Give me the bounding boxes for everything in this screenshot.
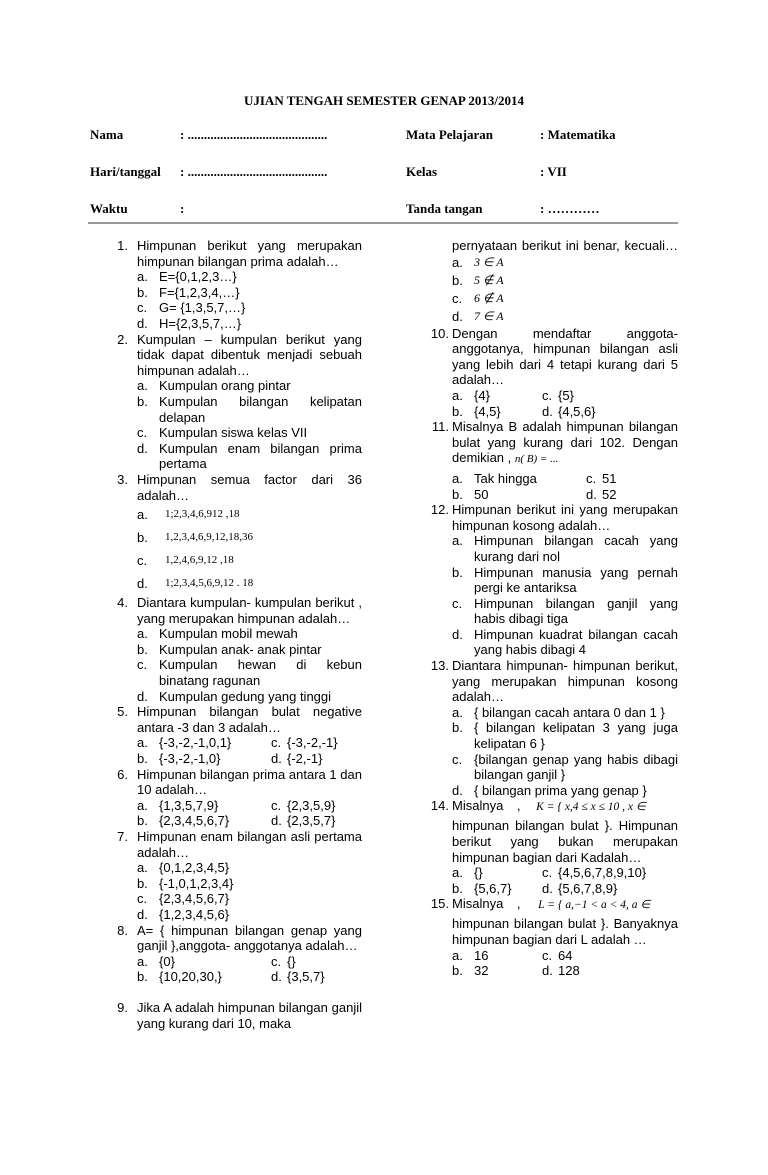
- question-number: 13.: [430, 658, 449, 674]
- mapel-label: Mata Pelajaran: [406, 127, 494, 142]
- question-number: 9.: [117, 999, 128, 1015]
- question-text-continued: himpunan bilangan bulat }. Banyaknya himpunan bagian dari L adalah …: [452, 916, 678, 947]
- option-d[interactable]: d. {2,3,5,7}: [271, 813, 336, 829]
- option-d[interactable]: d. 52: [586, 486, 617, 502]
- option-a[interactable]: a. 16: [452, 947, 489, 963]
- question-2: [108, 332, 362, 472]
- option-c[interactable]: c. Kumpulan siswa kelas VII: [137, 425, 308, 441]
- option-a[interactable]: a. { bilangan cacah antara 0 dan 1 }: [452, 704, 665, 720]
- option-c[interactable]: c. {}: [271, 953, 296, 969]
- question-number: 2.: [117, 331, 128, 347]
- left-column: [108, 238, 362, 1031]
- option-c[interactable]: c. {2,3,4,5,6,7}: [137, 891, 230, 907]
- option-a[interactable]: a. 1;2,3,4,6,912 ,18: [137, 506, 240, 522]
- option-a[interactable]: a. Kumpulan mobil mewah: [137, 626, 298, 642]
- question-number: 5.: [117, 704, 128, 720]
- option-a[interactable]: a. {1,3,5,7,9}: [137, 797, 219, 813]
- question-text: Himpunan berikut yang merupakan himpunan bilangan prima adalah…: [137, 238, 362, 269]
- option-d[interactable]: d. {-2,-1}: [271, 751, 323, 767]
- option-c[interactable]: c. 51: [586, 470, 617, 486]
- option-d[interactable]: d. {1,2,3,4,5,6}: [137, 906, 230, 922]
- kelas-label: Kelas: [406, 164, 438, 179]
- question-text: Himpunan enam bilangan asli pertama adalah…: [137, 829, 362, 860]
- question-12: [423, 502, 678, 658]
- option-d[interactable]: d. 7 ∈ A: [452, 308, 504, 324]
- option-d[interactable]: d. {5,6,7,8,9}: [542, 880, 618, 896]
- question-text: Himpunan bilangan bulat negative antara -3 dan 3 adalah…: [137, 704, 362, 735]
- option-d[interactable]: d. {3,5,7}: [271, 969, 325, 985]
- option-b[interactable]: b. {-3,-2,-1,0}: [137, 751, 221, 767]
- waktu-label: Waktu: [90, 201, 128, 216]
- option-b[interactable]: b. {-1,0,1,2,3,4}: [137, 875, 234, 891]
- question-9: [108, 1000, 362, 1031]
- option-b[interactable]: b. Kumpulan bilangan kelipatan delapan: [137, 393, 362, 425]
- question-text: Jika A adalah himpunan bilangan ganjil yang kurang dari 10, maka: [137, 999, 362, 1031]
- question-text: Himpunan bilangan prima antara 1 dan 10 adalah…: [137, 766, 362, 798]
- option-b[interactable]: b. {10,20,30,}: [137, 969, 222, 985]
- option-c[interactable]: c. {2,3,5,9}: [271, 797, 336, 813]
- question-text: Misalnya B adalah himpunan bilangan bulat yang kurang dari 102. Dengan demikian ,: [452, 419, 678, 466]
- option-b[interactable]: b. 32: [452, 963, 489, 979]
- question-number: 10.: [430, 325, 449, 341]
- question-number: 14.: [430, 798, 449, 814]
- expression: n( B) = ...: [514, 453, 559, 466]
- option-b[interactable]: b. Himpunan manusia yang pernah pergi ke antariksa: [452, 564, 678, 596]
- nama-label: Nama: [90, 127, 124, 142]
- option-c[interactable]: c. G= {1,3,5,7,…}: [137, 300, 246, 316]
- question-text: Himpunan berikut ini yang merupakan himpunan kosong adalah…: [452, 502, 678, 533]
- option-c[interactable]: c. 6 ∉ A: [452, 290, 504, 306]
- question-number: 12.: [430, 502, 449, 518]
- option-a[interactable]: a. Himpunan bilangan cacah yang kurang dari nol: [452, 533, 678, 564]
- option-d[interactable]: d. Himpunan kuadrat bilangan cacah yang habis dibagi 4: [452, 626, 678, 658]
- question-1: [108, 238, 362, 332]
- option-d[interactable]: d. 128: [542, 963, 580, 979]
- question-text: Misalnya: [452, 896, 504, 912]
- option-d[interactable]: d. H={2,3,5,7,…}: [137, 315, 242, 331]
- hari-tanggal-label: Hari/tanggal: [90, 164, 161, 179]
- option-a[interactable]: a. {-3,-2,-1,0,1}: [137, 735, 232, 751]
- question-text: A= { himpunan bilangan genap yang ganjil },anggota- anggotanya adalah…: [137, 922, 362, 954]
- question-number: 7.: [117, 829, 128, 844]
- question-number: 3.: [117, 471, 128, 487]
- tanda-tangan-field[interactable]: : …………: [540, 201, 600, 216]
- option-c[interactable]: c. {5}: [542, 387, 574, 403]
- question-number: 6.: [117, 766, 128, 782]
- option-b[interactable]: b. {4,5}: [452, 403, 501, 419]
- question-number: 15.: [430, 896, 449, 912]
- question-number: 11.: [431, 419, 449, 435]
- expression: L = { a,−1 < a < 4, a ∈: [538, 899, 651, 912]
- question-text: Himpunan semua factor dari 36 adalah…: [137, 471, 362, 503]
- option-d[interactable]: d. {4,5,6}: [542, 403, 596, 419]
- option-c[interactable]: c. {4,5,6,7,8,9,10}: [542, 865, 647, 881]
- question-text: Diantara himpunan- himpunan berikut, yang merupakan himpunan kosong adalah…: [452, 658, 678, 705]
- option-c[interactable]: c. {bilangan genap yang habis dibagi bilangan ganjil }: [452, 751, 678, 783]
- question-number: 1.: [117, 238, 128, 253]
- question-14: 14. Misalnya , K = { x,4 ≤ x ≤ 10 , x ∈ himpunan bilangan bulat }. Himpunan berikut yang bukan merupakan himpunan bagian dari Kadalah… a. {} c. {4,5,6,7,8,9,10} b. {5,6,7} d. {5,6,7,8,9}: [423, 798, 678, 896]
- question-8: [108, 923, 362, 985]
- question-text: Diantara kumpulan- kumpulan berikut , yang merupakan himpunan adalah…: [137, 595, 362, 626]
- option-b[interactable]: b. 5 ∉ A: [452, 272, 504, 288]
- question-text: pernyataan berikut ini benar, kecuali…: [452, 238, 678, 253]
- question-3: [108, 472, 362, 595]
- question-13: [423, 658, 678, 798]
- option-d[interactable]: d. { bilangan prima yang genap }: [452, 782, 647, 798]
- question-text: Dengan mendaftar anggota-anggotanya, himpunan bilangan asli yang lebih dari 4 tetapi kurang dari 5 adalah…: [452, 325, 678, 388]
- nama-field[interactable]: : ...........................................: [180, 127, 328, 142]
- question-10: [423, 326, 678, 420]
- question-text: Misalnya: [452, 798, 504, 814]
- question-6: [108, 767, 362, 829]
- option-a[interactable]: a. 3 ∈ A: [452, 254, 504, 270]
- header-divider: [88, 222, 678, 224]
- hari-tanggal-field[interactable]: : ...........................................: [180, 164, 328, 179]
- option-a[interactable]: a. {0}: [137, 953, 175, 969]
- option-b[interactable]: b. 1,2,3,4,6,9,12,18,36: [137, 529, 253, 545]
- question-11: [423, 419, 678, 502]
- option-c[interactable]: c. 1,2,4,6,9,12 ,18: [137, 552, 234, 568]
- question-number: 4.: [117, 595, 128, 611]
- question-number: 8.: [117, 922, 128, 938]
- option-b[interactable]: b. {5,6,7}: [452, 880, 512, 896]
- option-b[interactable]: b. {2,3,4,5,6,7}: [137, 813, 230, 829]
- option-a[interactable]: a. Tak hingga: [452, 470, 537, 486]
- question-9-continued: [423, 238, 678, 326]
- waktu-field[interactable]: :: [180, 201, 185, 216]
- question-text: Kumpulan – kumpulan berikut yang tidak dapat dibentuk menjadi sebuah himpunan adalah…: [137, 331, 362, 378]
- option-c[interactable]: c. Kumpulan hewan di kebun binatang ragunan: [137, 657, 362, 689]
- option-b[interactable]: b. { bilangan kelipatan 3 yang juga kelipatan 6 }: [452, 720, 678, 752]
- option-a[interactable]: a. {0,1,2,3,4,5}: [137, 860, 230, 876]
- exam-title: UJIAN TENGAH SEMESTER GENAP 2013/2014: [243, 93, 525, 108]
- option-a[interactable]: a. Kumpulan orang pintar: [137, 378, 291, 394]
- question-15: 15. Misalnya , L = { a,−1 < a < 4, a ∈ himpunan bilangan bulat }. Banyaknya himpunan bagian dari L adalah … a. 16 c. 64 b. 32 d. 128: [423, 896, 678, 978]
- option-a[interactable]: a. E={0,1,2,3…}: [137, 269, 237, 285]
- option-a[interactable]: a. {}: [452, 865, 483, 881]
- option-c[interactable]: c. Himpunan bilangan ganjil yang habis dibagi tiga: [452, 595, 678, 627]
- expression: K = { x,4 ≤ x ≤ 10 , x ∈: [536, 801, 646, 814]
- option-a[interactable]: a. {4}: [452, 387, 490, 403]
- kelas-value: : VII: [540, 164, 567, 179]
- question-7: [108, 829, 362, 923]
- question-4: [108, 595, 362, 704]
- option-d[interactable]: d. 1;2,3,4,5,6,9,12 . 18: [137, 575, 254, 591]
- option-c[interactable]: c. {-3,-2,-1}: [271, 735, 338, 751]
- question-5: [108, 704, 362, 766]
- tanda-tangan-label: Tanda tangan: [406, 201, 483, 216]
- right-column: [423, 238, 678, 979]
- option-b[interactable]: b. Kumpulan anak- anak pintar: [137, 641, 322, 657]
- option-d[interactable]: d. Kumpulan gedung yang tinggi: [137, 688, 332, 704]
- option-d[interactable]: d. Kumpulan enam bilangan prima pertama: [137, 440, 362, 472]
- option-b[interactable]: b. F={1,2,3,4,…}: [137, 284, 240, 300]
- option-b[interactable]: b. 50: [452, 486, 489, 502]
- option-c[interactable]: c. 64: [542, 947, 573, 963]
- question-text-continued: himpunan bilangan bulat }. Himpunan berikut yang bukan merupakan himpunan bagian dari Kadalah…: [452, 818, 678, 865]
- mapel-value: : Matematika: [540, 127, 616, 142]
